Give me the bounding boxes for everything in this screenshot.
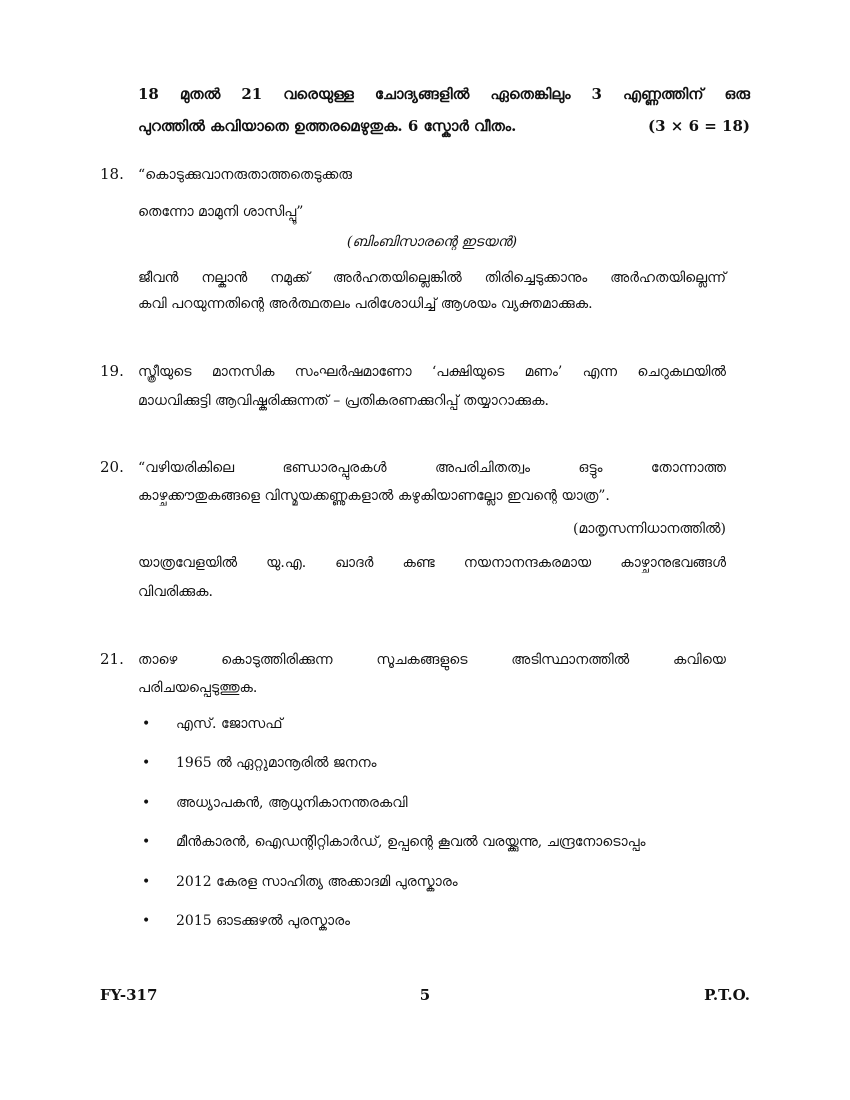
instruction-word: 21 — [241, 85, 263, 103]
bullet-icon: • — [142, 755, 151, 771]
bullet-icon: • — [142, 795, 151, 811]
question-20-line-1: യാത്രവേളയിൽ യു.എ. ഖാദർ കണ്ട നയനാനന്ദകരമായ കാഴ്ചാനുഭവങ്ങൾ — [138, 555, 726, 571]
paper-code: FY-317 — [100, 986, 158, 1004]
instruction-word: ഒരു — [724, 85, 750, 103]
question-20-source: (മാതൃസന്നിധാനത്തിൽ) — [573, 521, 726, 537]
question-18-source: (ബിംബിസാരന്റെ ഇടയൻ) — [346, 234, 518, 250]
list-item: 1965 ൽ ഏറ്റുമാനൂരിൽ ജനനം — [176, 755, 377, 771]
question-20-number: 20. — [100, 458, 124, 476]
marks-allocation: (3 × 6 = 18) — [648, 117, 750, 135]
list-item: എസ്. ജോസഫ് — [176, 716, 283, 732]
instruction-word: 3 — [591, 85, 602, 103]
instruction-word: 18 — [138, 85, 159, 103]
instruction-word: ചോദ്യങ്ങളിൽ — [374, 85, 470, 103]
instruction-word: വരെയുള്ള — [283, 85, 354, 103]
question-18-line-2: കവി പറയുന്നതിന്റെ അർത്ഥതലം പരിശോധിച്ച് ആശയം വ്യക്തമാക്കുക. — [138, 296, 593, 312]
bullet-icon: • — [142, 913, 151, 929]
list-item: 2012 കേരള സാഹിത്യ അക്കാദമി പുരസ്കാരം — [176, 874, 458, 890]
list-item: 2015 ഓടക്കുഴൽ പുരസ്കാരം — [176, 913, 351, 929]
instruction-block — [138, 84, 750, 136]
question-18-quote-line-2: തെന്നോ മാമുനി ശാസിപ്പൂ” — [138, 204, 304, 220]
bullet-icon: • — [142, 716, 151, 732]
instruction-word: ഏതെങ്കിലും — [490, 85, 571, 103]
bullet-icon: • — [142, 874, 151, 890]
list-item: അധ്യാപകൻ, ആധുനികാനന്തരകവി — [176, 795, 408, 811]
question-21-line-2: പരിചയപ്പെടുത്തുക. — [138, 680, 258, 696]
instruction-word: എണ്ണത്തിന് — [622, 85, 704, 103]
question-19-line-2: മാധവിക്കുട്ടി ആവിഷ്കരിക്കുന്നത് – പ്രതികരണക്കുറിപ്പ് തയ്യാറാക്കുക. — [138, 393, 549, 409]
question-18-number: 18. — [100, 165, 124, 183]
question-19-number: 19. — [100, 362, 124, 380]
instruction-word: മുതൽ — [179, 85, 221, 103]
question-18-line-1: ജീവൻ നല്കാൻ നമുക്ക് അർഹതയില്ലെങ്കിൽ തിരിച്ചെടുക്കാനും അർഹതയില്ലെന്ന് — [138, 270, 726, 286]
question-18-quote-line-1: “കൊടുക്കുവാനരുതാത്തതെടുക്കരു — [138, 167, 352, 183]
pto-label: P.T.O. — [704, 986, 750, 1004]
question-21-number: 21. — [100, 650, 124, 668]
list-item: മീൻകാരൻ, ഐഡന്റിറ്റികാർഡ്, ഉപ്പന്റെ കൂവൽ വരയ്ക്കുന്നു, ചന്ദ്രനോടൊപ്പം — [176, 834, 646, 850]
question-20-quote-line-2: കാഴ്ചക്കൗതുകങ്ങളെ വിസ്മയക്കണ്ണുകളാൽ കഴുകിയാണല്ലോ ഇവന്റെ യാത്ര”. — [138, 488, 610, 504]
instruction-line-2 — [138, 116, 750, 136]
question-21-line-1: താഴെ കൊടുത്തിരിക്കുന്ന സൂചകങ്ങളുടെ അടിസ്ഥാനത്തിൽ കവിയെ — [138, 652, 726, 668]
question-20-line-2: വിവരിക്കുക. — [138, 584, 213, 600]
instruction-text: പുറത്തിൽ കവിയാതെ ഉത്തരമെഴുതുക. 6 സ്കോർ വീതം. — [138, 117, 517, 135]
instruction-line-1 — [138, 84, 750, 104]
bullet-icon: • — [142, 834, 151, 850]
question-19-line-1: സ്ത്രീയുടെ മാനസിക സംഘർഷമാണോ ‘പക്ഷിയുടെ മണം’ എന്ന ചെറുകഥയിൽ — [138, 364, 726, 380]
question-20-quote-line-1: “വഴിയരികിലെ ഭണ്ഡാരപ്പുരകൾ അപരിചിതത്വം ഒട്ടും തോന്നാത്ത — [138, 460, 726, 476]
page-number: 5 — [419, 986, 431, 1004]
